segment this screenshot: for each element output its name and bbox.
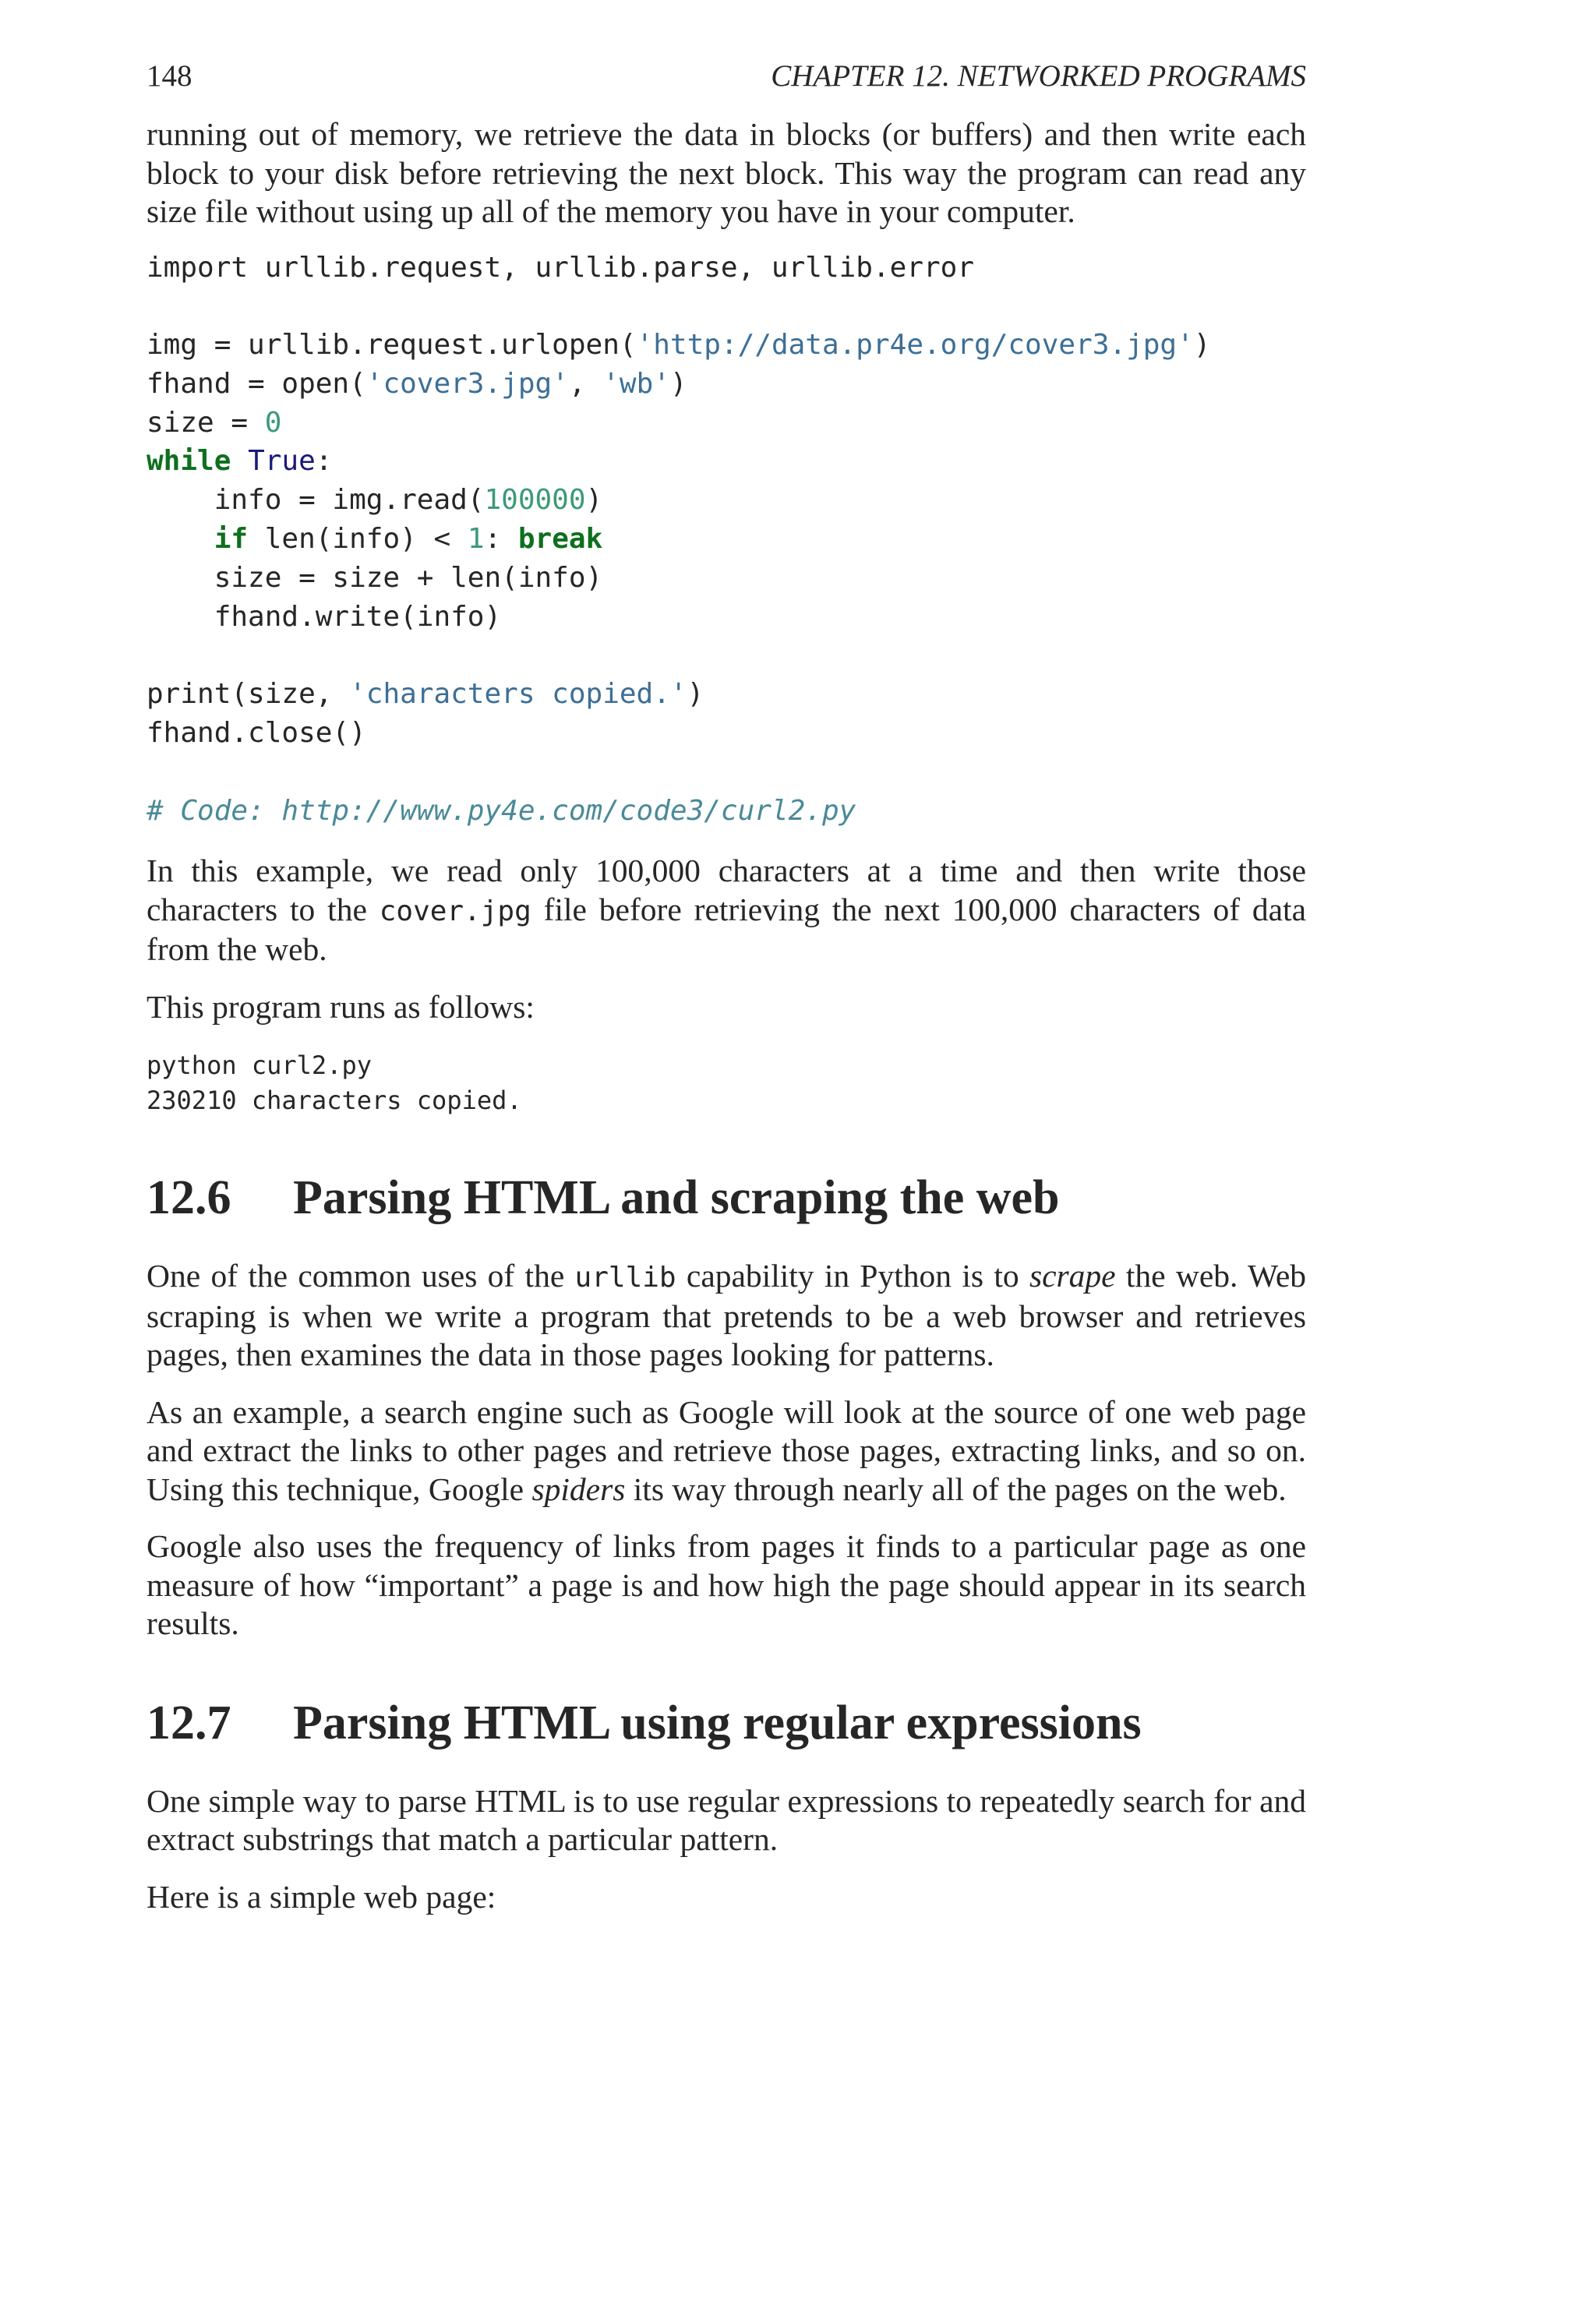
code-listing xyxy=(147,249,1306,831)
chapter-title: CHAPTER 12. NETWORKED PROGRAMS xyxy=(771,59,1306,93)
section-title: Parsing HTML and scraping the web xyxy=(293,1171,1060,1225)
inline-code: cover.jpg xyxy=(379,895,531,927)
code-line: size = 0 xyxy=(147,406,282,439)
code-line: info = img.read(100000) xyxy=(147,484,603,517)
code-line: img = urllib.request.urlopen('http://data.pr4e.org/cover3.jpg') xyxy=(147,329,1211,362)
section-heading-12-7 xyxy=(147,1695,1306,1751)
output-line: 230210 characters copied. xyxy=(147,1086,522,1116)
section-number: 12.7 xyxy=(147,1696,231,1749)
intro-paragraph: running out of memory, we retrieve the data in blocks (or buffers) and then write each block to your disk before retrieving the next block. This way the program can read any size file without using up all of the memory you have in your computer. xyxy=(147,116,1306,229)
output-listing xyxy=(147,1048,1306,1118)
page-number: 148 xyxy=(147,59,192,93)
running-header xyxy=(147,55,1306,98)
code-line: if len(info) < 1: break xyxy=(214,523,603,556)
inline-code: urllib xyxy=(574,1262,676,1294)
code-line: fhand = open('cover3.jpg', 'wb') xyxy=(147,367,687,400)
code-line: while True: xyxy=(147,445,333,478)
runs-paragraph: This program runs as follows: xyxy=(147,988,535,1025)
paragraph-google-spiders: As an example, a search engine such as Google will look at the source of one web page and extract the links to other pages and retrieve those pages, extracting links, and so on. Using this technique, Google spiders its way through nearly all of the pages on the web. xyxy=(147,1393,1306,1507)
paragraph-regex: One simple way to parse HTML is to use regular expressions to repeatedly search for and extract substrings that match a particular pattern. xyxy=(147,1782,1306,1858)
code-line: print(size, 'characters copied.') xyxy=(147,678,704,711)
code-line: size = size + len(info) xyxy=(147,561,603,594)
section-title: Parsing HTML using regular expressions xyxy=(293,1696,1142,1749)
paragraph-simple-page: Here is a simple web page: xyxy=(147,1878,496,1915)
code-line: fhand.close() xyxy=(147,717,366,750)
section-number: 12.6 xyxy=(147,1171,231,1225)
paragraph-scrape: One of the common uses of the urllib capability in Python is to scrape the web. Web scraping is when we write a program that pretends to be a web browser and retrieves pages, then examines the data in those pages looking for patterns. xyxy=(147,1258,1306,1373)
output-line: python curl2.py xyxy=(147,1050,372,1081)
code-comment: # Code: http://www.py4e.com/code3/curl2.py xyxy=(147,794,856,827)
code-line: fhand.write(info) xyxy=(147,600,502,633)
explain-paragraph: In this example, we read only 100,000 characters at a time and then write those characters to the cover.jpg file before retrieving the next 100,000 characters of data from the web. xyxy=(147,853,1306,968)
paragraph-google-frequency: Google also uses the frequency of links from pages it finds to a particular page as one measure of how “important” a page is and how high the page should appear in its search results. xyxy=(147,1528,1306,1642)
section-heading-12-6 xyxy=(147,1170,1306,1226)
code-line: import urllib.request, urllib.parse, urllib.error xyxy=(147,251,975,284)
document-page xyxy=(147,55,1306,1916)
